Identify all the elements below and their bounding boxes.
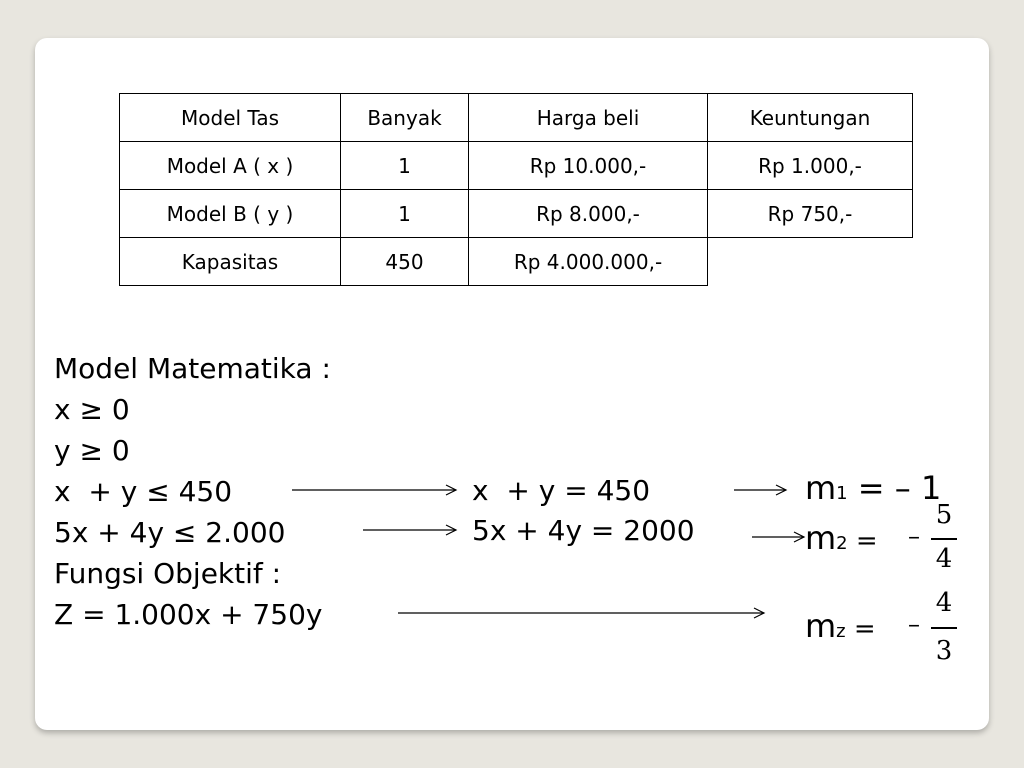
table-cell: 1 (341, 142, 469, 190)
slope-subscript: 2 (836, 533, 848, 554)
table-header-cell: Keuntungan (708, 94, 913, 142)
table-cell: Rp 10.000,- (469, 142, 708, 190)
table-cell: 1 (341, 190, 469, 238)
data-table (119, 93, 913, 286)
slope-symbol: m (805, 607, 837, 645)
fraction-numerator: 5 (935, 500, 953, 530)
table-cell: Model B ( y ) (120, 190, 341, 238)
constraint-budget: 5x + 4y ≤ 2.000 (54, 516, 286, 549)
table-header-cell: Banyak (341, 94, 469, 142)
minus-sign: – (908, 610, 920, 638)
table-cell: 450 (341, 238, 469, 286)
fraction-bar (931, 538, 957, 540)
table-cell: Kapasitas (120, 238, 341, 286)
objective-function: Z = 1.000x + 750y (54, 598, 323, 631)
table-cell: Rp 8.000,- (469, 190, 708, 238)
objective-heading: Fungsi Objektif : (54, 557, 282, 590)
slope-equals: = (845, 614, 876, 644)
table-cell: Rp 750,- (708, 190, 913, 238)
equation-capacity: x + y = 450 (472, 474, 651, 507)
fraction-numerator: 4 (935, 588, 953, 618)
fraction-denominator: 3 (935, 636, 953, 666)
table-header-cell: Model Tas (120, 94, 341, 142)
table-cell: Model A ( x ) (120, 142, 341, 190)
slope-symbol: m (805, 519, 837, 557)
slope-value: = – 1 (847, 469, 942, 507)
constraint-y: y ≥ 0 (54, 434, 130, 467)
table-header-row (120, 94, 913, 142)
minus-sign: – (908, 522, 920, 550)
fraction-bar (931, 627, 957, 629)
slope-m1 (805, 469, 942, 507)
constraint-x: x ≥ 0 (54, 393, 130, 426)
model-heading: Model Matematika : (54, 352, 331, 385)
slope-subscript: 1 (836, 483, 848, 504)
constraint-capacity: x + y ≤ 450 (54, 475, 233, 508)
slope-m2 (805, 519, 878, 557)
table-header-cell: Harga beli (469, 94, 708, 142)
slope-subscript: z (836, 621, 846, 642)
equation-budget: 5x + 4y = 2000 (472, 514, 695, 547)
table-cell: Rp 1.000,- (708, 142, 913, 190)
slope-equals: = (847, 526, 878, 556)
table-row (120, 190, 913, 238)
table-row (120, 238, 913, 286)
slope-mz (805, 607, 876, 645)
table-cell: Rp 4.000.000,- (469, 238, 708, 286)
slope-symbol: m (805, 469, 837, 507)
table-row (120, 142, 913, 190)
fraction-denominator: 4 (935, 544, 953, 574)
table-cell-empty (708, 238, 913, 286)
